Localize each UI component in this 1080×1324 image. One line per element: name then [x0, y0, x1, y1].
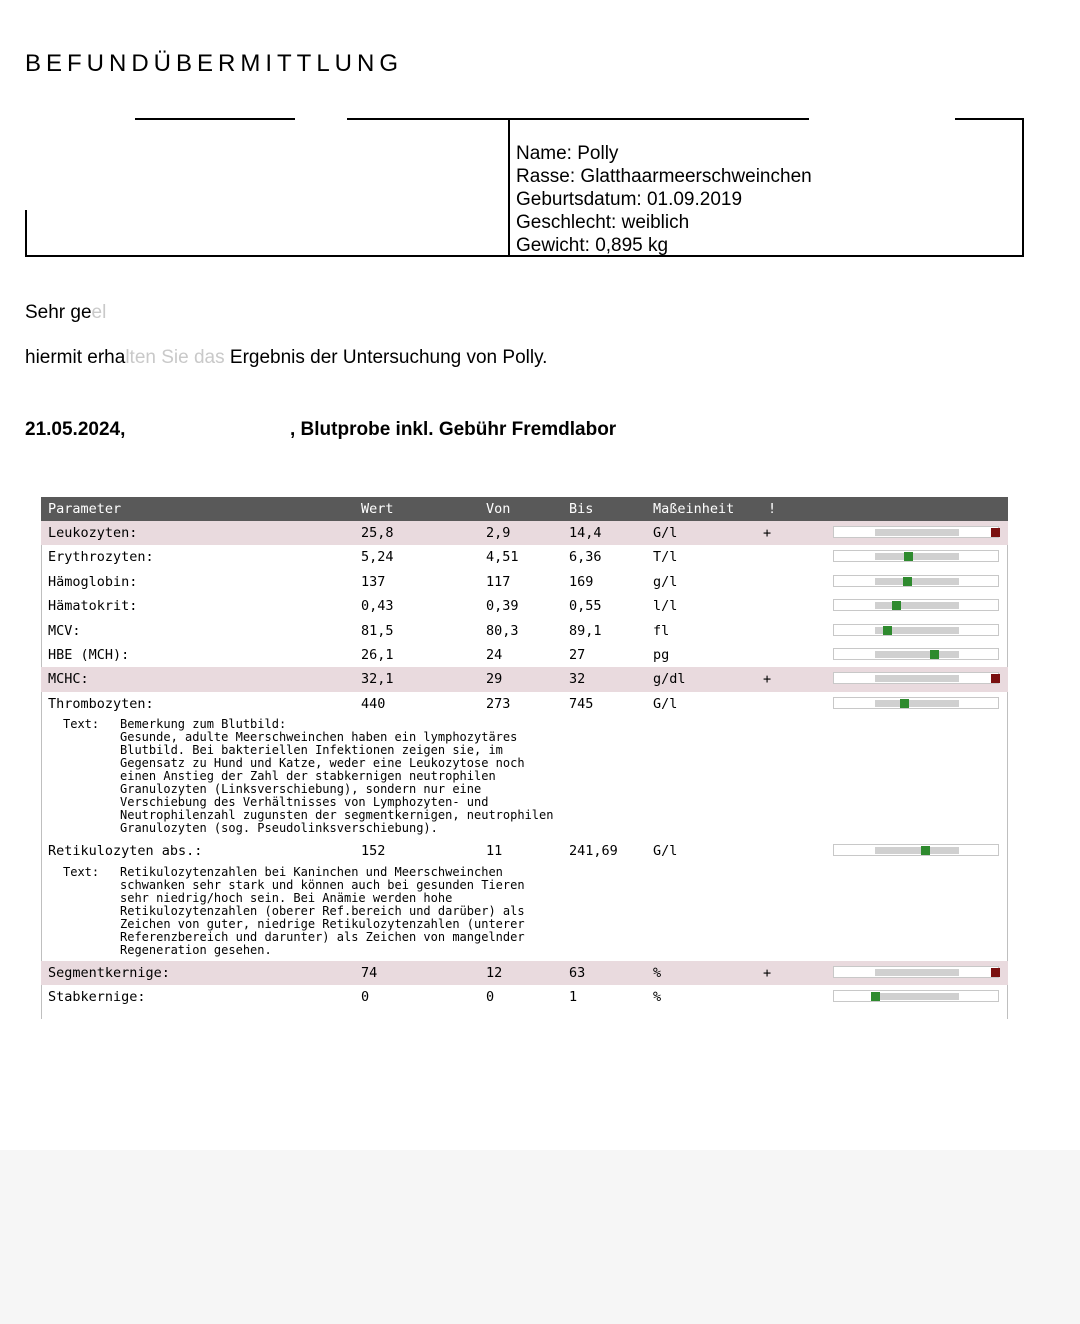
table-row — [41, 521, 1008, 545]
value-marker — [991, 968, 1000, 977]
header-einheit: Maßeinheit — [653, 501, 735, 517]
cell-bis: 63 — [569, 964, 586, 981]
note-blood-count — [41, 716, 1008, 839]
header-bis: Bis — [569, 501, 594, 517]
cell-wert: 152 — [361, 843, 386, 860]
cell-wert: 25,8 — [361, 525, 394, 541]
header-von: Von — [486, 501, 511, 517]
cell-bis: 745 — [569, 695, 594, 712]
cell-wert: 74 — [361, 964, 378, 981]
patient-name: Name: Polly — [516, 143, 619, 164]
header-parameter: Parameter — [48, 501, 122, 517]
cell-von: 12 — [486, 964, 503, 981]
value-marker — [892, 601, 901, 610]
reference-range-band — [875, 602, 959, 609]
cell-von: 29 — [486, 671, 503, 688]
cell-wert: 81,5 — [361, 622, 394, 639]
reference-range-band — [875, 553, 959, 560]
cell-einheit: fl — [653, 622, 670, 639]
cell-parameter: Hämoglobin: — [48, 573, 138, 590]
cell-bis: 169 — [569, 573, 594, 590]
cell-einheit: pg — [653, 646, 670, 663]
table-row — [41, 839, 1008, 863]
intro-part-1: hiermit erha — [25, 347, 126, 368]
footer-area — [0, 1150, 1080, 1324]
exam-title: , Blutprobe inkl. Gebühr Fremdlabor — [290, 419, 617, 440]
cell-bis: 0,55 — [569, 598, 602, 615]
cell-flag: + — [763, 964, 772, 981]
note-label: Text: — [63, 864, 100, 879]
patient-info — [516, 142, 812, 257]
patient-dob: Geburtsdatum: 01.09.2019 — [516, 189, 743, 210]
header-box-right-line — [1022, 118, 1024, 256]
salutation-faded-text: el — [91, 302, 107, 323]
reference-range-bar — [833, 648, 999, 660]
value-marker — [903, 577, 912, 586]
cell-von: 24 — [486, 646, 503, 663]
table-row — [41, 545, 1008, 569]
value-marker — [904, 552, 913, 561]
note-label: Text: — [63, 717, 100, 732]
table-row — [41, 570, 1008, 594]
cell-parameter: Leukozyten: — [48, 525, 138, 541]
cell-einheit: T/l — [653, 549, 678, 566]
intro-part-2: lten Sie das — [125, 347, 230, 368]
patient-breed: Rasse: Glatthaarmeerschweinchen — [516, 166, 812, 187]
note-text: Bemerkung zum Blutbild: Gesunde, adulte Meerschweinchen haben ein lymphozytäres Blutbild. Bei bakteriellen Infektionen zeigen sie, im Gegensatz zu Hund und Katze, weder eine Leukozytose noch einen Anstieg der Zahl der stabkernigen neutrophilen Granulozyten (Linksverschiebung), sondern nur eine Verschiebung des Verhältnisses von Lymphozyten- und Neutrophilenzahl zugunsten der segmentkernigen, neutrophilen Granulozyten (sog. Pseudolinksverschiebung). — [120, 717, 554, 836]
salutation-text: Sehr ge — [25, 302, 92, 323]
header-wert: Wert — [361, 501, 394, 517]
cell-wert: 0 — [361, 988, 370, 1005]
cell-einheit: l/l — [653, 598, 678, 615]
results-table — [41, 497, 1008, 1009]
cell-parameter: Segmentkernige: — [48, 964, 170, 981]
reference-range-bar — [833, 550, 999, 562]
value-marker — [991, 528, 1000, 537]
header-box-divider — [508, 118, 510, 256]
table-row — [41, 619, 1008, 643]
value-marker — [883, 626, 892, 635]
cell-bis: 27 — [569, 646, 586, 663]
cell-wert: 32,1 — [361, 671, 394, 688]
cell-bis: 14,4 — [569, 525, 602, 541]
reference-range-band — [875, 675, 959, 682]
results-group-reticulocytes — [41, 839, 1008, 863]
cell-wert: 5,24 — [361, 549, 394, 566]
table-row — [41, 692, 1008, 716]
value-marker — [871, 992, 880, 1001]
table-row — [41, 961, 1008, 985]
header-flag: ! — [768, 501, 777, 517]
cell-bis: 32 — [569, 671, 586, 688]
cell-einheit: % — [653, 988, 662, 1005]
cell-von: 11 — [486, 843, 503, 860]
reference-range-bar — [833, 575, 999, 587]
cell-wert: 440 — [361, 695, 386, 712]
cell-einheit: G/l — [653, 525, 678, 541]
reference-range-band — [875, 847, 959, 854]
note-reticulocytes — [41, 864, 1008, 961]
table-row — [41, 643, 1008, 667]
cell-parameter: MCV: — [48, 622, 81, 639]
intro-part-3: Ergebnis der Untersuchung von Polly. — [229, 347, 548, 368]
cell-bis: 6,36 — [569, 549, 602, 566]
cell-flag: + — [763, 525, 772, 541]
reference-range-bar — [833, 844, 999, 856]
reference-range-bar — [833, 697, 999, 709]
value-marker — [921, 846, 930, 855]
cell-wert: 137 — [361, 573, 386, 590]
note-text: Retikulozytenzahlen bei Kaninchen und Meerschweinchen schwanken sehr stark und können auch bei gesunden Tieren sehr niedrig/hoch sein. Bei Anämie werden hohe Retikulozytenzahlen (oberer Ref.bereich und darüber) als Zeichen von guter, niedrige Retikulozytenzahlen (unterer Referenzbereich und darunter) als Zeichen von mangelnder Regeneration gesehen. — [120, 864, 525, 957]
header-box-top-line — [135, 118, 295, 120]
cell-von: 80,3 — [486, 622, 519, 639]
cell-einheit: g/dl — [653, 671, 686, 688]
patient-sex: Geschlecht: weiblich — [516, 212, 690, 233]
cell-wert: 0,43 — [361, 598, 394, 615]
cell-flag: + — [763, 671, 772, 688]
cell-einheit: g/l — [653, 573, 678, 590]
value-marker — [930, 650, 939, 659]
cell-parameter: MCHC: — [48, 671, 89, 688]
cell-wert: 26,1 — [361, 646, 394, 663]
cell-parameter: HBE (MCH): — [48, 646, 130, 663]
reference-range-band — [875, 651, 959, 658]
value-marker — [991, 674, 1000, 683]
reference-range-band — [875, 969, 959, 976]
table-row — [41, 985, 1008, 1009]
patient-weight: Gewicht: 0,895 kg — [516, 235, 669, 256]
cell-einheit: % — [653, 964, 662, 981]
salutation — [25, 302, 106, 324]
intro-text — [25, 347, 547, 369]
cell-bis: 89,1 — [569, 622, 602, 639]
results-group-blood-count — [41, 521, 1008, 716]
reference-range-bar — [833, 526, 999, 538]
table-row — [41, 594, 1008, 618]
reference-range-band — [875, 993, 959, 1000]
cell-von: 117 — [486, 573, 511, 590]
reference-range-bar — [833, 599, 999, 611]
cell-einheit: G/l — [653, 843, 678, 860]
header-box-top-line — [347, 118, 809, 120]
reference-range-bar — [833, 624, 999, 636]
exam-date: 21.05.2024, — [25, 419, 126, 440]
cell-parameter: Hämatokrit: — [48, 598, 138, 615]
reference-range-bar — [833, 672, 999, 684]
table-header — [41, 497, 1008, 521]
reference-range-bar — [833, 966, 999, 978]
cell-bis: 241,69 — [569, 843, 618, 860]
cell-von: 0,39 — [486, 598, 519, 615]
cell-parameter: Retikulozyten abs.: — [48, 843, 203, 860]
results-group-differential — [41, 961, 1008, 1010]
cell-parameter: Thrombozyten: — [48, 695, 154, 712]
cell-von: 4,51 — [486, 549, 519, 566]
header-box-left-line — [25, 210, 27, 256]
cell-von: 2,9 — [486, 525, 511, 541]
table-row — [41, 667, 1008, 691]
cell-bis: 1 — [569, 988, 578, 1005]
document-title: BEFUNDÜBERMITTLUNG — [25, 50, 404, 77]
cell-von: 273 — [486, 695, 511, 712]
cell-parameter: Stabkernige: — [48, 988, 146, 1005]
cell-einheit: G/l — [653, 695, 678, 712]
cell-parameter: Erythrozyten: — [48, 549, 154, 566]
cell-von: 0 — [486, 988, 495, 1005]
reference-range-band — [875, 578, 959, 585]
reference-range-bar — [833, 990, 999, 1002]
value-marker — [900, 699, 909, 708]
reference-range-band — [875, 529, 959, 536]
header-box-top-line — [955, 118, 1024, 120]
reference-range-band — [875, 700, 959, 707]
